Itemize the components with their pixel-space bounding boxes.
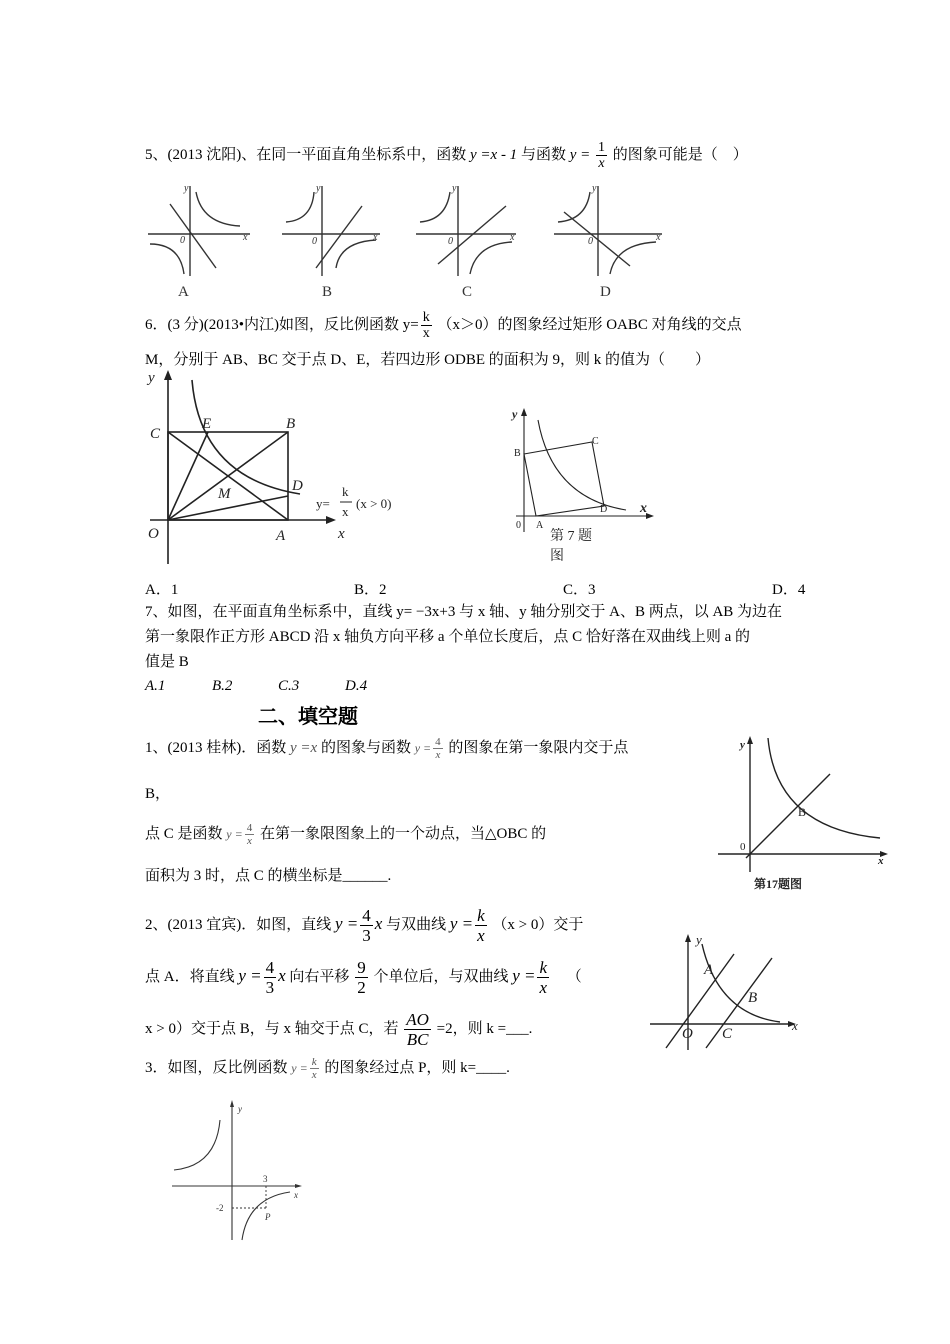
q6-option-c: C．3 (563, 582, 596, 598)
f1-mid: 的图象与函数 (320, 739, 411, 756)
f2-shift-frac (355, 958, 368, 997)
f2-shift-num: 9 (357, 958, 366, 977)
f2-prefix: 2、(2013 宜宾)．如图，直线 (145, 916, 332, 933)
f2-line3-b: =2，则 k =___. (436, 1020, 533, 1037)
q6-option-b: B．2 (354, 582, 387, 598)
f2-line2-eq-frac (264, 958, 277, 997)
f1-label-b: B (798, 805, 807, 819)
q5-mid: 与函数 (520, 146, 566, 163)
q6-curve-eq-den: x (342, 504, 349, 519)
f1-line3-num: 4 (246, 822, 253, 834)
f1-line3-frac (245, 822, 255, 847)
f3-label-y: y (238, 1104, 242, 1114)
q7-figure (508, 402, 658, 570)
q7-label-c: C (592, 436, 599, 447)
q5-eq2-lhs: y = (569, 146, 591, 163)
f2-line2-hyp-num: k (539, 958, 548, 977)
q7-label-b: B (514, 448, 521, 459)
f2-ratio-den: BC (406, 1030, 429, 1049)
f2-line2-hyp-lhs: y = (512, 965, 536, 985)
f1-line3-eq-lhs: y = (226, 826, 243, 841)
q7-caption-1: 第 7 题 (550, 529, 592, 544)
q5-eq1: y =x - 1 (470, 146, 518, 163)
f3-suffix: 的图象经过点 P，则 k=____. (324, 1059, 510, 1076)
f1-eq2-frac (433, 736, 443, 761)
q7-label-y: y (512, 407, 518, 421)
svg-text:0: 0 (312, 236, 317, 247)
f2-line1 (145, 906, 583, 945)
f2-hyp-lhs: y = (449, 913, 474, 933)
q5-b-curve-q2 (286, 192, 314, 222)
f2-line2-b: 向右平移 (289, 968, 350, 985)
svg-text:0: 0 (448, 236, 453, 247)
f3-line (145, 1056, 510, 1081)
f2-eq-frac (360, 906, 373, 945)
q5-a-line (170, 204, 216, 268)
f1-eq2-num: 4 (435, 736, 441, 748)
q5-c-curve-q4 (470, 242, 512, 274)
svg-text:0: 0 (588, 236, 593, 247)
q5-d-curve-q2 (558, 192, 590, 222)
f2-label-b: B (748, 990, 758, 1006)
q6-label-o: O (148, 526, 159, 542)
f1-line2: B， (145, 786, 171, 802)
f2-shift-den: 2 (357, 978, 366, 997)
q6-eq-frac (421, 310, 432, 341)
svg-text:0: 0 (180, 235, 185, 246)
f2-line2-hyp-frac (537, 958, 549, 997)
f2-label-a: A (704, 962, 714, 978)
q6-label-d: D (292, 478, 303, 494)
q5-c-curve-q2 (420, 192, 450, 222)
f3-label-p: P (265, 1212, 271, 1222)
q6-label-e: E (202, 416, 212, 432)
svg-text:x: x (373, 232, 378, 243)
q5-eq2-den: x (598, 156, 605, 171)
q7-label-o: 0 (516, 520, 521, 531)
f2-eq-num: 4 (362, 906, 371, 925)
f3-label-3: 3 (263, 1174, 268, 1184)
f3-label-x: x (294, 1190, 298, 1200)
f2-eq-var: x (374, 913, 383, 933)
f1-line4: 面积为 3 时，点 C 的横坐标是______. (145, 868, 392, 884)
f2-cond: （x > 0）交于 (492, 916, 584, 933)
f2-line-shifted (706, 958, 772, 1048)
f1-eq2-lhs: y = (414, 740, 432, 755)
q7-option-b: B.2 (212, 678, 233, 694)
f3-label-minus2: -2 (216, 1203, 224, 1213)
f2-eq-den: 3 (362, 926, 371, 945)
q6-prefix: 6．(3 分)(2013•内江)如图，反比例函数 (145, 316, 399, 333)
q5-b-curve-q4 (336, 240, 376, 268)
f2-line3-a: x > 0）交于点 B，与 x 轴交于点 C，若 (145, 1020, 399, 1037)
q6-label-a: A (276, 528, 286, 544)
f1-line3-prefix: 点 C 是函数 (145, 825, 223, 842)
q5-option-d: D (600, 284, 611, 300)
f3-eq-num: k (311, 1056, 317, 1068)
q6-label-c: C (150, 426, 161, 442)
svg-text:x: x (243, 232, 248, 243)
q7-line1: 7、如图，在平面直角坐标系中，直线 y= −3x+3 与 x 轴、y 轴分别交于 A、B 两点，以 AB 为边在 (145, 604, 783, 620)
f2-hyp-den: x (477, 926, 485, 945)
q6-curve-eq-cond: (x > 0) (356, 496, 392, 511)
q5-option-c: C (462, 284, 473, 300)
f1-line3 (145, 822, 546, 847)
f2-label-x: x (792, 1018, 798, 1033)
q5-eq2-frac (596, 140, 607, 171)
f2-line2-c: 个单位后，与双曲线 (373, 968, 509, 985)
f1-eq2-den: x (435, 749, 441, 761)
q7-label-x: x (640, 501, 647, 516)
f2-line2-d: （ (566, 968, 582, 985)
q5-option-graphs (140, 178, 680, 300)
svg-text:y: y (316, 183, 321, 194)
f3-figure (168, 1098, 308, 1246)
f1-caption: 第17题图 (754, 877, 803, 891)
q6-hyperbola (192, 380, 300, 494)
f2-line2 (145, 958, 582, 997)
f2-ratio-frac (404, 1010, 431, 1049)
svg-text:x: x (510, 232, 515, 243)
q6-segment-oe (168, 432, 208, 520)
f1-label-y: y (740, 739, 745, 751)
q5-option-a: A (178, 284, 189, 300)
f2-line2-eq-lhs: y = (238, 965, 262, 985)
f3-eq-frac (310, 1056, 319, 1081)
q5-suffix: 的图象可能是（ ） (612, 146, 748, 163)
f1-hyperbola (768, 738, 880, 838)
section-title: 二、填空题 (258, 704, 358, 728)
q6-text-line2: M，分别于 AB、BC 交于点 D、E，若四边形 ODBE 的面积为 9，则 k 的值为（ ） (145, 352, 711, 368)
q6-label-b: B (286, 416, 296, 432)
q6-eq-lhs: y= (402, 316, 419, 333)
svg-text:y: y (452, 183, 457, 194)
q6-option-a: A．1 (145, 582, 179, 598)
f3-eq-lhs: y = (291, 1060, 308, 1075)
f2-hyp-frac (475, 906, 487, 945)
q6-label-x: x (338, 526, 345, 542)
q5-d-curve-q4 (610, 242, 656, 274)
f1-figure (712, 734, 892, 894)
f2-line2-a: 点 A．将直线 (145, 968, 235, 985)
f2-line2-eq-var: x (278, 965, 286, 985)
q7-option-d: D.4 (345, 678, 368, 694)
f3-curve-q2 (174, 1120, 220, 1170)
f2-label-o: O (682, 1026, 693, 1042)
q6-cond: （x＞0）的图象经过矩形 OABC 对角线的交点 (437, 316, 742, 333)
f3-eq-den: x (311, 1069, 317, 1081)
q7-caption-2: 图 (550, 549, 564, 564)
q6-eq-den: x (422, 326, 430, 341)
f1-suffix: 的图象在第一象限内交于点 (448, 739, 629, 756)
svg-text:x: x (656, 232, 661, 243)
q5-a-curve-q3 (150, 244, 184, 274)
q6-eq-num: k (422, 310, 430, 325)
f1-prefix: 1、(2013 桂林)．函数 (145, 739, 287, 756)
q5-c-line (438, 206, 506, 264)
f1-line3-suffix: 在第一象限图象上的一个动点，当△OBC 的 (259, 825, 547, 842)
f2-line3 (145, 1010, 532, 1049)
f2-line2-eq-num: 4 (265, 958, 275, 977)
f2-hyp-num: k (477, 906, 485, 925)
f2-ratio-num: AO (406, 1010, 429, 1029)
q6-figure (140, 368, 420, 568)
svg-text:y: y (592, 183, 597, 194)
f2-figure (646, 930, 806, 1052)
f1-line-y-eq-x (746, 774, 830, 858)
f2-mid: 与双曲线 (386, 916, 447, 933)
q6-curve-eq-lhs: y= (316, 496, 330, 511)
q5-text (145, 140, 748, 171)
q7-option-c: C.3 (278, 678, 300, 694)
q7-line2: 第一象限作正方形 ABCD 沿 x 轴负方向平移 a 个单位长度后，点 C 恰好落在双曲线上则 a 的 (145, 629, 750, 645)
q6-text-line1 (145, 310, 742, 341)
f1-line1 (145, 736, 628, 761)
q5-prefix: 5、(2013 沈阳)、在同一平面直角坐标系中，函数 (145, 146, 467, 163)
q6-option-d: D．4 (772, 582, 806, 598)
q7-option-a: A.1 (145, 678, 166, 694)
q5-a-curve-q1 (196, 192, 240, 226)
f1-eq1: y =x (290, 739, 318, 756)
q7-label-a: A (536, 520, 544, 531)
f1-line3-den: x (247, 835, 252, 847)
f1-label-x: x (878, 855, 884, 867)
f2-label-y: y (696, 932, 702, 947)
q7-hyperbola (538, 420, 626, 510)
f3-prefix: 3．如图，反比例函数 (145, 1059, 288, 1076)
q6-curve-eq-num: k (342, 484, 349, 499)
f2-line2-hyp-den: x (539, 978, 548, 997)
q5-option-b: B (322, 284, 333, 300)
f2-label-c: C (722, 1026, 733, 1042)
q7-label-d: D (600, 504, 608, 515)
q5-d-line (564, 212, 630, 266)
q6-label-m: M (218, 486, 231, 502)
f1-label-o: 0 (740, 841, 746, 853)
q5-eq2-num: 1 (597, 140, 605, 155)
svg-text:y: y (184, 183, 189, 194)
q7-line3: 值是 B (145, 654, 189, 670)
f2-line2-eq-den: 3 (265, 978, 275, 997)
q6-label-y: y (148, 370, 155, 386)
f2-eq-lhs: y = (335, 913, 359, 933)
